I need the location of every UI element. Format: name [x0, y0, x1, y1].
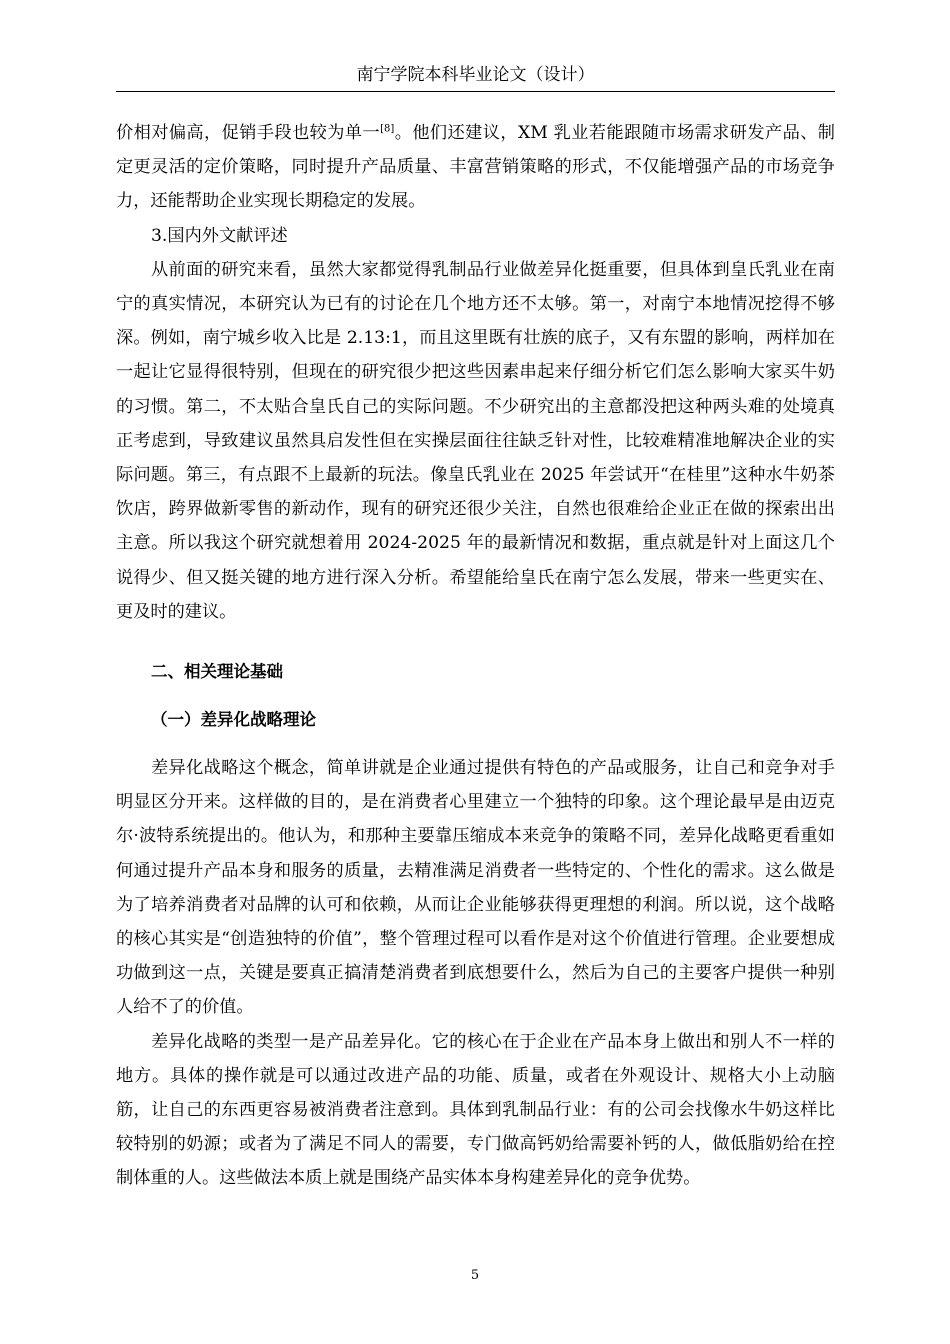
- paragraph-text: 价相对偏高，促销手段也较为单一: [116, 123, 381, 143]
- header-rule: [116, 91, 835, 92]
- running-header: 南宁学院本科毕业论文（设计）: [356, 65, 595, 85]
- paragraph-literature-review: 从前面的研究来看，虽然大家都觉得乳制品行业做差异化挺重要，但具体到皇氏乳业在南宁的真实情况，本研究认为已有的讨论在几个地方还不太够。第一，对南宁本地情况挖得不够深。例如，南宁城乡收入比是 2.13:1，而且这里既有壮族的底子，又有东盟的影响，两样加在一起让它显得很特别，但现在的研究很少把这些因素串起来仔细分析它们怎么影响大家买牛奶的习惯。第二，不太贴合皇氏自己的实际问题。不少研究出的主意都没把这种两头难的处境真正考虑到，导致建议虽然具启发性但在实操层面往往缺乏针对性，比较难精准地解决企业的实际问题。第三，有点跟不上最新的玩法。像皇氏乳业在 2025 年尝试开“在桂里”这种水牛奶茶饮店，跨界做新零售的新动作，现有的研究还很少关注，自然也很难给企业正在做的探索出出主意。所以我这个研究就想着用 2024-2025 年的最新情况和数据，重点就是针对上面这几个说得少、但又挺关键的地方进行深入分析。希望能给皇氏在南宁怎么发展，带来一些更实在、更及时的建议。: [116, 259, 835, 622]
- paragraph-product-differentiation: 差异化战略的类型一是产品差异化。它的核心在于企业在产品本身上做出和别人不一样的地方。具体的操作就是可以通过改进产品的功能、质量，或者在外观设计、规格大小上动脑筋，让自己的东西更容易被消费者注意到。具体到乳制品行业：有的公司会找像水牛奶这样比较特别的奶源；或者为了满足不同人的需要，专门做高钙奶给需要补钙的人，做低脂奶给在控制体重的人。这些做法本质上就是围绕产品实体本身构建差异化的竞争优势。: [116, 1031, 835, 1189]
- section-2-1-heading: （一）差异化战略理论: [151, 710, 316, 730]
- chapter-2-heading: 二、相关理论基础: [151, 662, 283, 682]
- page-body: [116, 116, 835, 1196]
- page-number: 5: [470, 1268, 480, 1283]
- citation-ref: [8]: [380, 123, 395, 135]
- paragraph-differentiation-theory: 差异化战略这个概念，简单讲就是企业通过提供有特色的产品或服务，让自己和竞争对手明显区分开来。这样做的目的，是在消费者心里建立一个独特的印象。这个理论最早是由迈克尔·波特系统提出的。他认为，和那种主要靠压缩成本来竞争的策略不同，差异化战略更看重如何通过提升产品本身和服务的质量，去精准满足消费者一些特定的、个性化的需求。这么做是为了培养消费者对品牌的认可和依赖，从而让企业能够获得更理想的利润。所以说，这个战略的核心其实是“创造独特的价值”，整个管理过程可以看作是对这个价值进行管理。企业要想成功做到这一点，关键是要真正搞清楚消费者到底想要什么，然后为自己的主要客户提供一种别人给不了的价值。: [116, 758, 835, 1018]
- section-3-title: 3.国内外文献评述: [151, 225, 288, 246]
- paragraph-continued: [116, 116, 835, 219]
- paragraph-text-after-citation: 。他们还建议，XM 乳业若能跟随市场需求研发产品、制定更灵活的定价策略，同时提升产品质量、丰富营销策略的形式，不仅能增强产品的市场竞争力，还能帮助企业实现长期稳定的发展。: [116, 123, 835, 212]
